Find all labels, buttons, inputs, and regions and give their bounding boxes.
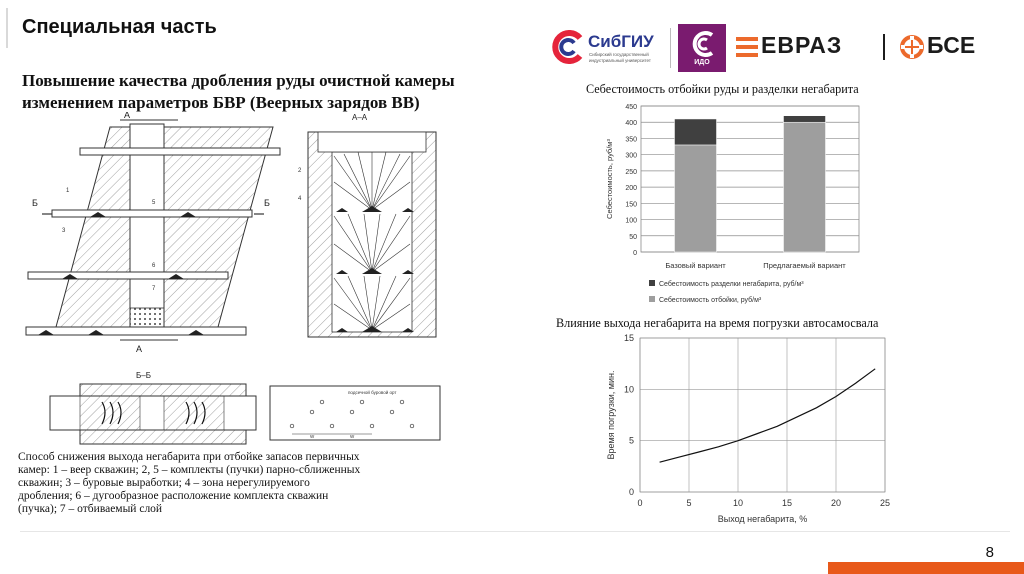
sibgiu-logo-icon: [550, 30, 584, 64]
figure-caption: Способ снижения выхода негабарита при отбойке запасов первичных камер: 1 – веер скважин; 2, 5 – комплекты (пучки) парно-сближенных скважин; 3 – буровые выработки; 4 – зона нерегулируемого дробления; 6 – дугообразное расположение комплекта скважин (пучка); 7 – отбиваемый слой: [18, 451, 361, 515]
label-section-a-bottom: А: [136, 344, 143, 354]
label-dim-w-2: W: [350, 434, 355, 439]
drawing-section-aa: [308, 113, 436, 337]
accent-bar: [828, 562, 1024, 574]
cost-chart-bar-segment: [784, 116, 826, 122]
section-heading-line-2: изменением параметров БВР (Веерных зарядов ВВ): [22, 93, 420, 112]
label-drift: подсечной буровой орт: [348, 390, 397, 395]
bottom-rule: [20, 531, 1010, 532]
label-section-b-left: Б: [32, 198, 38, 208]
logo-bar: [550, 22, 1024, 74]
cost-chart-category-label: Базовый вариант: [665, 261, 726, 270]
cost-chart-ytick-label: 200: [625, 185, 637, 193]
slide-title: Специальная часть: [22, 16, 217, 38]
technical-drawing: [18, 112, 448, 452]
cost-chart-legend-swatch: [649, 296, 655, 302]
loading-chart-xtick-label: 20: [830, 498, 842, 508]
sibgiu-logo-subtitle-2: индустриальный университет: [589, 58, 651, 63]
ido-logo: [678, 24, 726, 72]
logo-divider: [670, 28, 671, 68]
section-heading: [22, 70, 522, 114]
loading-chart-ylabel: Время погрузки, мин.: [606, 370, 616, 460]
loading-chart-xtick-label: 10: [732, 498, 744, 508]
bse-logo-icon: [900, 35, 924, 59]
evraz-logo-icon: [736, 37, 758, 57]
label-num-6: 6: [152, 263, 156, 269]
cost-chart-ytick-label: 0: [633, 250, 637, 257]
bse-logo-text: БСЕ: [927, 32, 976, 58]
loading-chart-xtick-label: 5: [686, 498, 692, 508]
loading-chart-xtick-label: 25: [879, 498, 891, 508]
cost-chart-legend-swatch: [649, 280, 655, 286]
cost-chart-ylabel: Себестоимость, руб/м³: [605, 139, 614, 219]
loading-chart-ytick-label: 5: [628, 435, 634, 446]
cost-chart-bar-segment: [675, 145, 717, 252]
cost-chart-bar-segment: [784, 122, 826, 252]
ido-logo-icon: [688, 30, 716, 58]
page-number: 8: [985, 544, 994, 561]
label-dim-w-1: W: [310, 434, 315, 439]
cost-chart-legend-label: Себестоимость отбойки, руб/м³: [659, 297, 762, 304]
label-section-bb: Б–Б: [136, 371, 151, 380]
loading-chart-ytick-label: 0: [628, 487, 634, 497]
loading-chart-xlabel: Выход негабарита, %: [717, 514, 808, 524]
label-num-7: 7: [152, 286, 156, 292]
loading-chart-title: Влияние выхода негабарита на время погрузки автосамосвала: [556, 316, 879, 330]
loading-chart: [600, 330, 900, 530]
label-section-a-top: А: [124, 112, 131, 120]
cost-chart-ytick-label: 100: [625, 217, 637, 225]
label-num-1: 1: [66, 188, 70, 194]
cost-chart-ytick-label: 400: [625, 120, 637, 128]
loading-chart-xtick-label: 15: [781, 498, 793, 508]
loading-chart-series-line: [660, 369, 876, 462]
label-num-4: 4: [298, 196, 302, 202]
loading-chart-ytick-label: 10: [623, 384, 634, 395]
label-num-5: 5: [152, 200, 156, 206]
cost-chart-ytick-label: 350: [625, 136, 637, 144]
sibgiu-logo-subtitle-1: Сибирский государственный: [589, 52, 649, 57]
cost-chart: [603, 98, 873, 310]
ido-logo-text: ИДО: [694, 59, 710, 66]
evraz-logo-text: ЕВРАЗ: [761, 32, 843, 58]
cost-chart-ytick-label: 150: [625, 201, 637, 209]
cost-chart-ytick-label: 300: [625, 152, 637, 160]
cost-chart-title: Себестоимость отбойки руды и разделки негабарита: [586, 82, 859, 96]
cost-chart-legend-label: Себестоимость разделки негабарита, руб/м³: [659, 281, 804, 288]
label-section-b-right: Б: [264, 198, 270, 208]
label-num-2: 2: [298, 168, 302, 174]
sibgiu-logo-name: СибГИУ: [588, 32, 654, 51]
cost-chart-category-label: Предлагаемый вариант: [763, 261, 846, 270]
left-accent-rule: [6, 8, 8, 48]
label-section-aa: А–А: [352, 113, 368, 122]
cost-chart-ytick-label: 450: [625, 104, 637, 111]
drawing-drift-plan: [270, 386, 440, 440]
cost-chart-ytick-label: 250: [625, 168, 637, 176]
cost-chart-bar-segment: [675, 119, 717, 145]
cost-chart-frame: [641, 106, 859, 252]
loading-chart-frame: [640, 338, 885, 492]
section-heading-line-1: Повышение качества дробления руды очистной камеры: [22, 71, 455, 90]
logo-divider-2: [883, 34, 885, 60]
label-num-3: 3: [62, 228, 66, 234]
cost-chart-ytick-label: 50: [629, 233, 637, 241]
drawing-section-bb: [50, 371, 256, 444]
loading-chart-ytick-label: 15: [623, 333, 634, 343]
loading-chart-xtick-label: 0: [637, 498, 643, 508]
